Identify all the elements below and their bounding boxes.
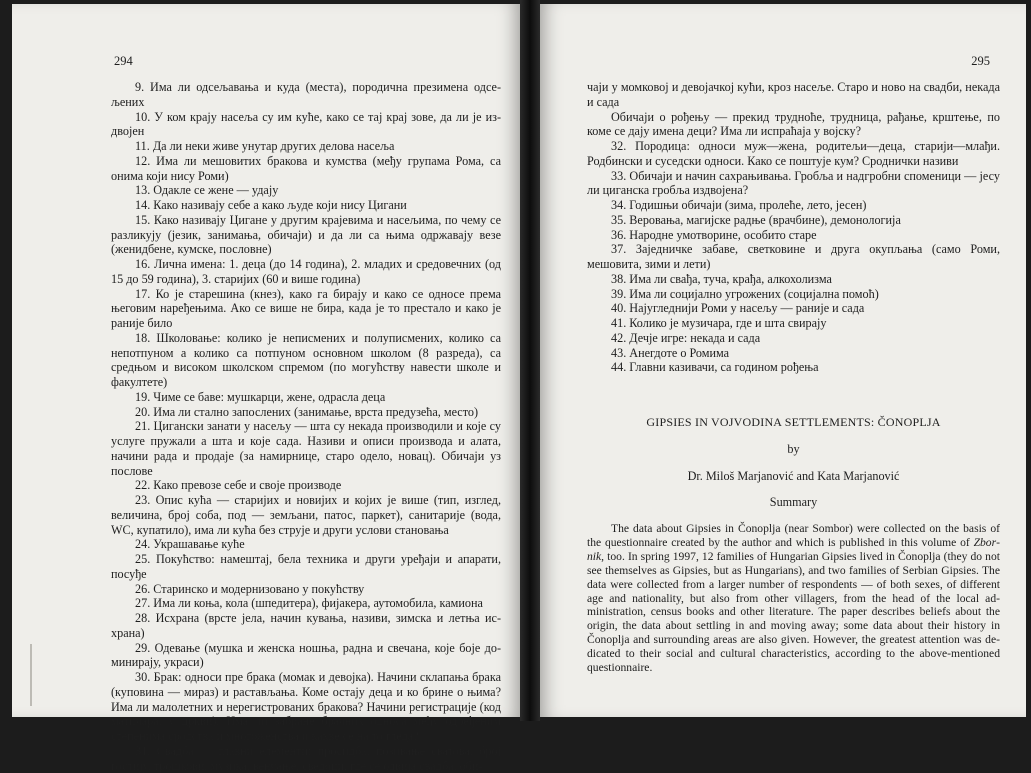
question-item: 21. Цигански занати у насељу — шта су некада производили и које су услуге пружали а шта и које сада. Називи и описи производа и алата, начини рада и продаје (за намирнице, старо одело, новац). Обичаји уз послове [111, 419, 501, 478]
question-item: 11. Да ли неки живе унутар других делова насеља [135, 139, 395, 153]
question-item: 39. Има ли социјално угрожених (социјална помоћ) [611, 286, 879, 301]
question-item: 14. Како називају себе а како људе који нису Цигани [135, 198, 407, 212]
question-item: 25. Покућство: намештај, бела техника и други уређаји и апарати, посуђе [111, 552, 501, 581]
right-page-text [587, 80, 1000, 675]
question-item: 34. Годишњи обичаји (зима, пролеће, лето, јесен) [611, 198, 867, 212]
book-gutter [520, 0, 540, 721]
question-item: 16. Лична имена: 1. деца (до 14 година), 2. младих и средовечних (од 15 до 59 година), 3. старијих (60 и више година) [111, 257, 501, 286]
question-item: 23. Опис кућа — старијих и новијих и којих је више (тип, изглед, величина, број соба, под — земљани, патос, паркет), санитарије (вода, WC, купатило), има ли кућа без струје и други услови становања [111, 493, 501, 537]
left-page [12, 4, 520, 773]
question-item: 24. Украшавање куће [135, 537, 245, 552]
question-item: 28. Исхрана (врсте јела, начин кувања, називи, зимска и летња исхрана) [111, 611, 501, 640]
question-item: 43. Анегдоте о Ромима [611, 345, 730, 360]
question-item: 18. Школовање: колико је неписмених и полуписмених, колико са непотпуном а колико са потпуном основном школом (8 разреда), са средњом и високом школском спремом (по могућству навести школе и факултете) [111, 330, 501, 389]
question-item: 42. Дечје игре: некада и сада [611, 330, 761, 345]
question-item: 12. Има ли мешовитих бракова и кумства (међу групама Рома, са онима који нису Роми) [111, 153, 501, 183]
continued-paragraph: чаји у момковој и девојачкој кући, кроз насеље. Старо и ново на свадби, некада и сада [587, 80, 1000, 109]
question-item: 37. Заједничке забаве, светковине и друга окупљања (само Роми, мешовита, зими и лети) [587, 242, 1000, 271]
question-item: 10. У ком крају насеља су им куће, како се тај крај зове, да ли је издвојен [111, 109, 501, 139]
question-item: 33. Обичаји и начин сахрањивања. Гробља и надгробни споменици — јесу ли циганска гробља издвојена? [587, 168, 1000, 198]
summary-text [587, 522, 1000, 675]
question-item: 38. Има ли свађа, туча, крађа, алкохолизма [611, 271, 832, 286]
right-page [540, 4, 1026, 717]
summary-text-part: , too. In spring 1997, 12 families of Hungarian Gipsies lived in Čonoplja (they do not see themselves as Gipsies, but as Hungarians), and two families of Serbian Gipsies. The data were collected from a larger number of respondents — of both sexes, of different age and nationality, but also from other villagers, from the head of the local administration, census books and other literature. The paper describes beliefs about the origin, the data about settling in and moving away; some data about their history in Čonoplja and surrounding areas are also given. However, the greatest attention was dedicated to their social and cultural characteristics, according to the above-mentioned questionnaire. [587, 549, 1000, 675]
page-number-right: 295 [971, 54, 990, 68]
question-item: 15. Како називају Цигане у другим крајевима и насељима, по чему се разликују (језик, занимања, обичаји) и да ли са њима одржавају везе (женидбене, кумске, пословне) [111, 212, 501, 257]
question-item: 32. Породица: односи муж—жена, родитељи—деца, старији—млађи. Родбински и суседски односи. Како се поштује кум? Сроднички називи [587, 139, 1000, 168]
article-authors: Dr. Miloš Marjanović and Kata Marjanović [687, 468, 900, 483]
summary-text-part: The data about Gipsies in Čonoplja (near Sombor) were collected on the basis of the questionnaire created by the author and which is published in this volume of [587, 522, 1000, 549]
page-number-left: 294 [114, 54, 133, 68]
question-item: 30. Брак: односи пре брака (момак и девојка). Начини склапања брака (куповина — мираз) и растављања. Коме остају деца и ко брине о њима? Има ли малолетних и нерегистрованих бракова? Начини регистрације (код матичара, у цркви). Има ли забране брачних односа међу одређеним степенима сродства и многоженства и какве се на то гледа? [111, 670, 501, 743]
question-item: 9. Има ли одсељавања и куда (места), породична презимена одсељених [111, 80, 501, 109]
question-item: 41. Колико је музичара, где и шта свирају [611, 316, 827, 330]
question-item: 36. Народне умотворине, особито старе [611, 227, 817, 242]
question-item: Обичаји о рођењу — прекид трудноће, трудница, рађање, крштење, по коме се дају имена деци? Има ли испраћаја у војску? [587, 109, 1000, 139]
article-title: GIPSIES IN VOJVODINA SETTLEMENTS: ČONOPLJA [646, 415, 941, 429]
question-item: 29. Одевање (мушка и женска ношња, радна и свечана, које боје доминирају, украси) [111, 640, 501, 670]
question-item: 27. Има ли коња, кола (шпедитера), фијакера, аутомобила, камиона [135, 596, 483, 611]
question-item: 40. Најугледнији Роми у насељу — раније и сада [611, 301, 865, 316]
article-byline: by [787, 441, 800, 456]
question-item: 31. Свадба — главни елементи: просидба, позивање сватова, број гостију, трошкови, музика, венчање, сведоци, где се одвија свадба, оби- [111, 743, 501, 773]
question-item: 17. Ко је старешина (кнез), како га бирају и како се односе према његовим наређењима. Ако се више не бира, када је то престало и како је раније било [111, 286, 501, 330]
question-item: 22. Како превозе себе и своје производе [135, 478, 342, 493]
question-item: 44. Главни казивачи, са годином рођења [611, 360, 819, 375]
question-item: 20. Има ли стално запослених (занимање, врста предузећа, место) [135, 404, 479, 419]
question-item: 35. Веровања, магијске радње (врачбине), демонологија [611, 212, 901, 227]
journal-name: Zbornik [587, 535, 1000, 563]
page-edge-mark [30, 644, 32, 706]
left-page-text [111, 80, 501, 773]
question-item: 19. Чиме се баве: мушкарци, жене, одрасла деца [135, 389, 386, 404]
summary-heading: Summary [769, 495, 818, 510]
question-item: 26. Старинско и модернизовано у покућству [135, 581, 365, 596]
question-item: 13. Одакле се жене — удају [135, 183, 279, 198]
